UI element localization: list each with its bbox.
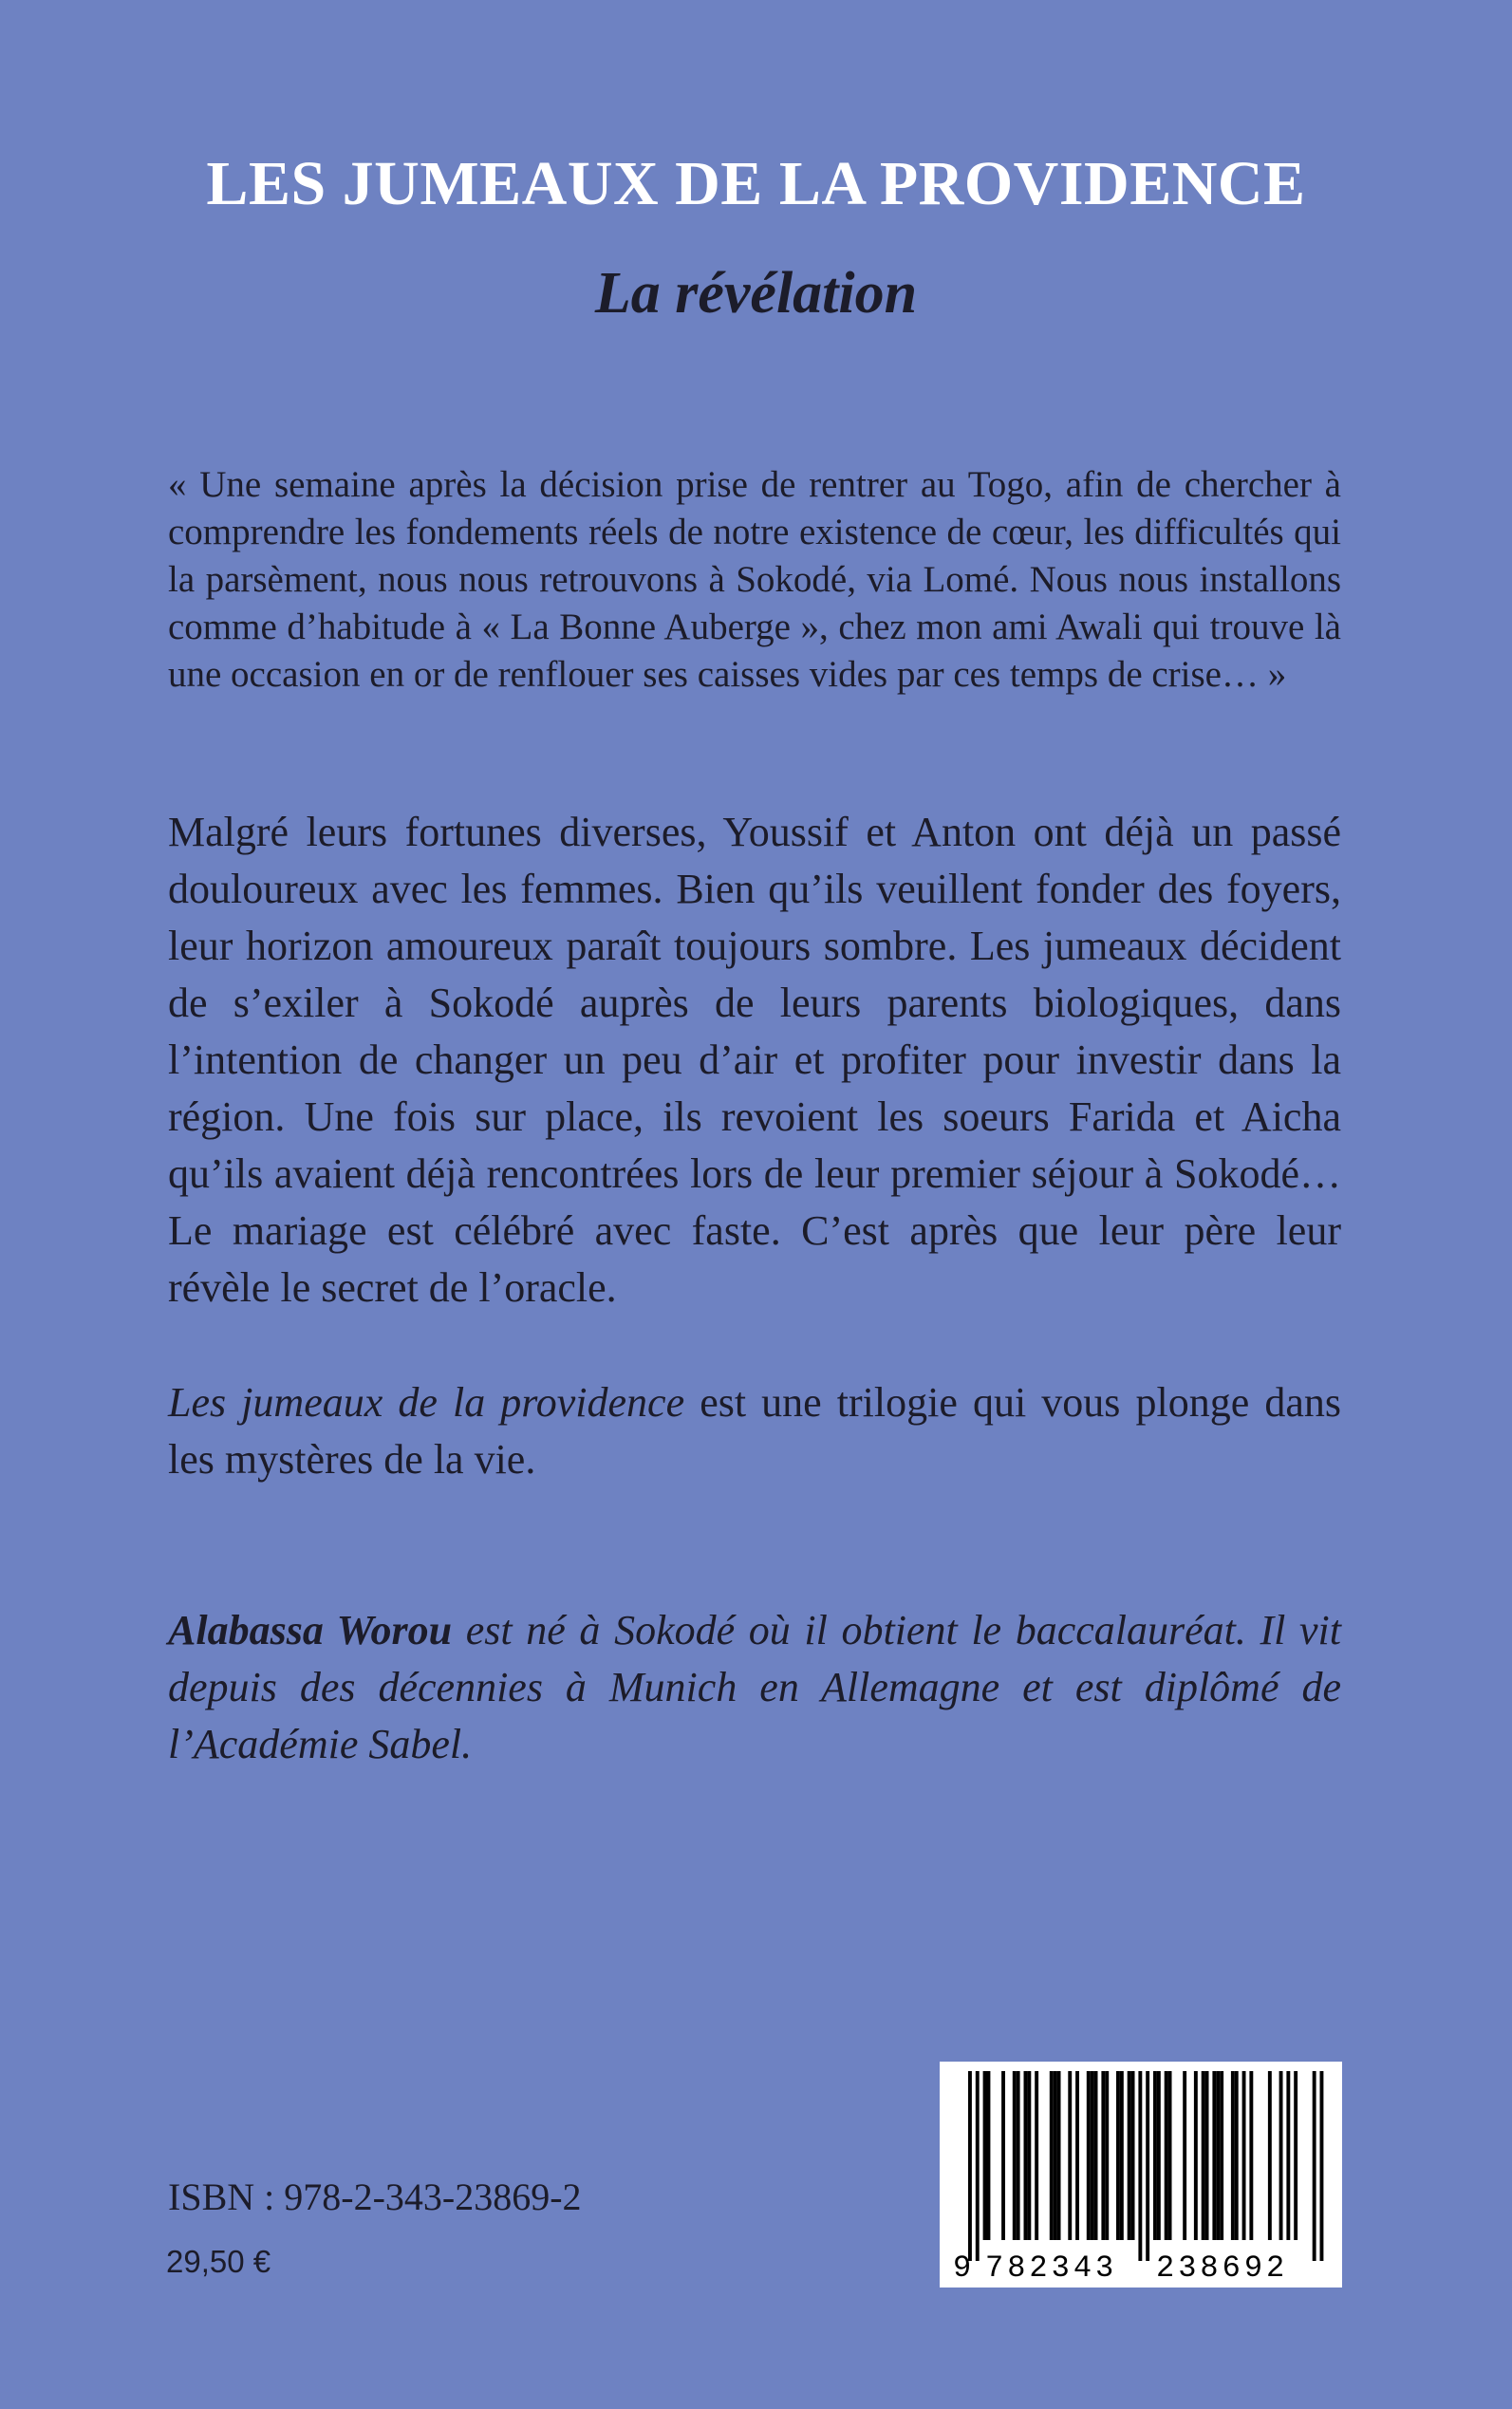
barcode-bar xyxy=(987,2071,991,2240)
barcode-bar xyxy=(1057,2071,1061,2240)
trilogy-text: est une trilogie qui vous plonge dans les mystères de la vie. xyxy=(168,1379,1341,1483)
barcode-bar xyxy=(1231,2071,1235,2240)
barcode-bar xyxy=(1165,2071,1168,2240)
barcode-bar xyxy=(1157,2071,1161,2240)
barcode-bar xyxy=(968,2071,972,2261)
barcode-bar xyxy=(1194,2071,1198,2240)
barcode-bar xyxy=(1105,2071,1109,2240)
barcode-bar xyxy=(1146,2071,1149,2261)
isbn-label: ISBN : 978-2-343-23869-2 xyxy=(168,2176,582,2218)
summary-paragraph: Malgré leurs fortunes diverses, Youssif et Anton ont déjà un passé douloureux avec les femmes. Bien qu’ils veuillent fonder des foyers, leur horizon amoureux paraît toujours sombre. Les jumeaux décident de s’exiler à Sokodé auprès de leurs parents biologiques, dans l’intention de changer un peu d’air et profiter pour investir dans la région. Une fois sur place, ils revoient les soeurs Farida et Aicha qu’ils avaient déjà rencontrées lors de leur premier séjour à Sokodé… Le mariage est célébré avec faste. C’est après que leur père leur révèle le secret de l’oracle. xyxy=(168,809,1341,1311)
barcode-bar xyxy=(1320,2071,1324,2261)
barcode-bar xyxy=(1279,2071,1283,2240)
barcode-bar xyxy=(1013,2071,1017,2240)
barcode-bar xyxy=(1087,2071,1091,2240)
trilogy-paragraph xyxy=(168,1374,1341,1488)
barcode-bar xyxy=(1075,2071,1079,2240)
barcode-bar xyxy=(1001,2071,1005,2240)
book-title: LES JUMEAUX DE LA PROVIDENCE xyxy=(206,149,1306,218)
barcode-bar xyxy=(1068,2071,1072,2240)
barcode-bar xyxy=(1286,2071,1290,2240)
barcode-bars xyxy=(968,2071,1323,2261)
barcode-bar xyxy=(1313,2071,1316,2261)
barcode-bar xyxy=(1220,2071,1223,2240)
barcode-bar xyxy=(1153,2071,1157,2240)
barcode-bar xyxy=(1205,2071,1209,2240)
author-name: Alabassa Worou xyxy=(168,1607,453,1653)
barcode-bar xyxy=(1138,2071,1142,2261)
barcode-digits-left: 782343 xyxy=(985,2250,1118,2286)
barcode-bar xyxy=(1216,2071,1220,2240)
barcode-bar xyxy=(1091,2071,1094,2240)
barcode-bar xyxy=(1202,2071,1205,2240)
book-subtitle: La révélation xyxy=(594,261,918,326)
barcode-digits-right: 238692 xyxy=(1156,2250,1289,2286)
barcode-bar xyxy=(1017,2071,1020,2240)
barcode-bar xyxy=(983,2071,987,2240)
barcode-digit-lead: 9 xyxy=(953,2250,972,2286)
price-label: 29,50 € xyxy=(166,2244,271,2279)
barcode-bar xyxy=(1027,2071,1031,2240)
barcode-bar xyxy=(1249,2071,1253,2240)
trilogy-title: Les jumeaux de la providence xyxy=(168,1379,685,1426)
barcode-graphic xyxy=(940,2062,1342,2288)
barcode-bar xyxy=(1168,2071,1172,2240)
barcode-bar xyxy=(976,2071,980,2261)
author-bio-text: est né à Sokodé où il obtient le baccalauréat. Il vit depuis des décennies à Munich en Allemagne et est diplômé de l’Académie Sabel. xyxy=(168,1607,1342,1767)
barcode-bar xyxy=(1116,2071,1120,2240)
barcode-bar xyxy=(1024,2071,1028,2240)
barcode-bar xyxy=(1183,2071,1186,2240)
barcode-bar xyxy=(1101,2071,1105,2240)
barcode-bar xyxy=(1120,2071,1124,2240)
barcode-bar xyxy=(1035,2071,1038,2240)
barcode-bar xyxy=(1235,2071,1239,2240)
barcode-bar xyxy=(1242,2071,1246,2240)
barcode xyxy=(940,2062,1342,2288)
barcode-bar xyxy=(1094,2071,1098,2240)
barcode-bar xyxy=(1128,2071,1131,2240)
author-bio xyxy=(168,1602,1341,1773)
barcode-bar xyxy=(1131,2071,1135,2240)
barcode-bar xyxy=(1212,2071,1216,2240)
barcode-bar xyxy=(1268,2071,1272,2240)
excerpt-quote: « Une semaine après la décision prise de rentrer au Togo, afin de chercher à comprendre les fondements réels de notre existence de cœur, les difficultés qui la parsèment, nous nous retrouvons à Sokodé, via Lomé. Nous nous installons comme d’habitude à « La Bonne Auberge », chez mon ami Awali qui trouve là une occasion en or de renflouer ses caisses vides par ces temps de crise… » xyxy=(168,464,1341,695)
barcode-bar xyxy=(1294,2071,1297,2240)
barcode-bar xyxy=(1054,2071,1057,2240)
barcode-bar xyxy=(1050,2071,1054,2240)
